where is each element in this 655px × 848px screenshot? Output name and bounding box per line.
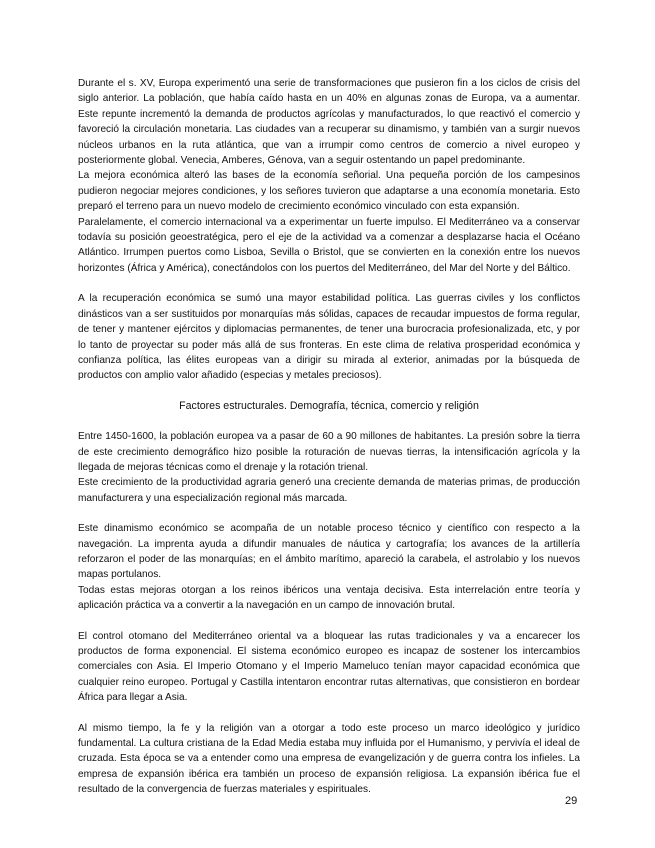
paragraph-technical-progress: Este dinamismo económico se acompaña de un notable proceso técnico y científico con respecto a la navegación. La imprenta ayuda a difundir manuales de náutica y cartografía; los avances de la artillería reforzaron el poder de las monarquías; en el ámbito marítimo, apareció la carabela, el astrolabio y los nuevos mapas portulanos. (78, 523, 580, 581)
paragraph-agrarian-productivity: Este crecimiento de la productividad agraria generó una creciente demanda de materias primas, de producción manufacturera y una especialización regional más marcada. (78, 477, 580, 504)
paragraph-spacer (78, 414, 580, 429)
paragraph-spacer (78, 614, 580, 629)
paragraph-international-trade: Paralelamente, el comercio internacional va a experimentar un fuerte impulso. El Mediterráneo va a conservar todavía su posición geoestratégica, pero el eje de la actividad va a comenzar a desplazarse hacia el Océano Atlántico. Irrumpen puertos como Lisboa, Sevilla o Bristol, que se convierten en la conexión entre los nuevos horizontes (África y América), conectándolos con los puertos del Mediterráneo, del Mar del Norte y del Báltico. (78, 216, 580, 274)
paragraph-iberian-advantage: Todas estas mejoras otorgan a los reinos ibéricos una ventaja decisiva. Esta interrelación entre teoría y aplicación práctica va a convertir a la navegación en un campo de innovación brutal. (78, 584, 580, 612)
paragraph-population-growth: Entre 1450-1600, la población europea va a pasar de 60 a 90 millones de habitantes. La presión sobre la tierra de este crecimiento demográfico hizo posible la roturación de nuevas tierras, la intensificación agrícola y la llegada de mejoras técnicas como el drenaje y la rotación trienal. (78, 431, 580, 473)
paragraph-spacer (78, 384, 580, 399)
page-number: 29 (565, 795, 578, 807)
paragraph-political-stability: A la recuperación económica se sumó una mayor estabilidad política. Las guerras civiles y los conflictos dinásticos van a ser sustituidos por monarquías más sólidas, capaces de recaudar impuestos de forma regular, de tener y mantener ejércitos y diplomacias permanentes, de tener una burocracia profesionalizada, etc, y por lo tanto de proyectar su poder más allá de sus fronteras. En este clima de relativa prosperidad económica y confianza política, las élites europeas van a dirigir su mirada al exterior, animadas por la búsqueda de productos con amplio valor añadido (especias y metales preciosos). (78, 293, 580, 382)
document-page (78, 76, 580, 798)
paragraph-seigneurial-economy: La mejora económica alteró las bases de la economía señorial. Una pequeña porción de los campesinos pudieron negociar mejores condiciones, y los señores tuvieron que adaptarse a una economía monetaria. Esto preparó el terreno para un nuevo modelo de crecimiento económico vinculado con esta expansión. (78, 170, 580, 213)
paragraph-spacer (78, 506, 580, 521)
paragraph-spacer (78, 706, 580, 721)
section-heading: Factores estructurales. Demografía, técnica, comercio y religión (179, 399, 479, 412)
paragraph-faith-religion: Al mismo tiempo, la fe y la religión van a otorgar a todo este proceso un marco ideológico y jurídico fundamental. La cultura cristiana de la Edad Media estaba muy influida por el Humanismo, y pervivía el ideal de cruzada. Esta época se va a entender como una empresa de evangelización y de guerra contra los infieles. La empresa de expansión ibérica era también un proceso de expansión religiosa. La expansión ibérica fue el resultado de la convergencia de fuerzas materiales y espirituales. (78, 722, 580, 796)
paragraph-crisis-end: Durante el s. XV, Europa experimentó una serie de transformaciones que pusieron fin a los ciclos de crisis del siglo anterior. La población, que había caído hasta en un 40% en algunas zonas de Europa, va a aumentar. Este repunte incrementó la demanda de productos agrícolas y manufacturados, lo que reactivó el comercio y favoreció la circulación monetaria. Las ciudades van a recuperar su dinamismo, y también van a surgir nuevos núcleos urbanos en la ruta atlántica, que van a irrumpir como centros de comercio a nivel europeo y posteriormente global. Venecia, Amberes, Génova, van a seguir ostentando un papel predominante. (78, 78, 580, 167)
paragraph-spacer (78, 276, 580, 291)
paragraph-ottoman-control: El control otomano del Mediterráneo oriental va a bloquear las rutas tradicionales y va a encarecer los productos de forma exponencial. El sistema económico europeo es incapaz de sostener los intercambios comerciales con Asia. El Imperio Otomano y el Imperio Mameluco tenían mayor capacidad económica que cualquier reino europeo. Portugal y Castilla intentaron encontrar rutas alternativas, que consistieron en bordear África para llegar a Asia. (78, 630, 580, 704)
